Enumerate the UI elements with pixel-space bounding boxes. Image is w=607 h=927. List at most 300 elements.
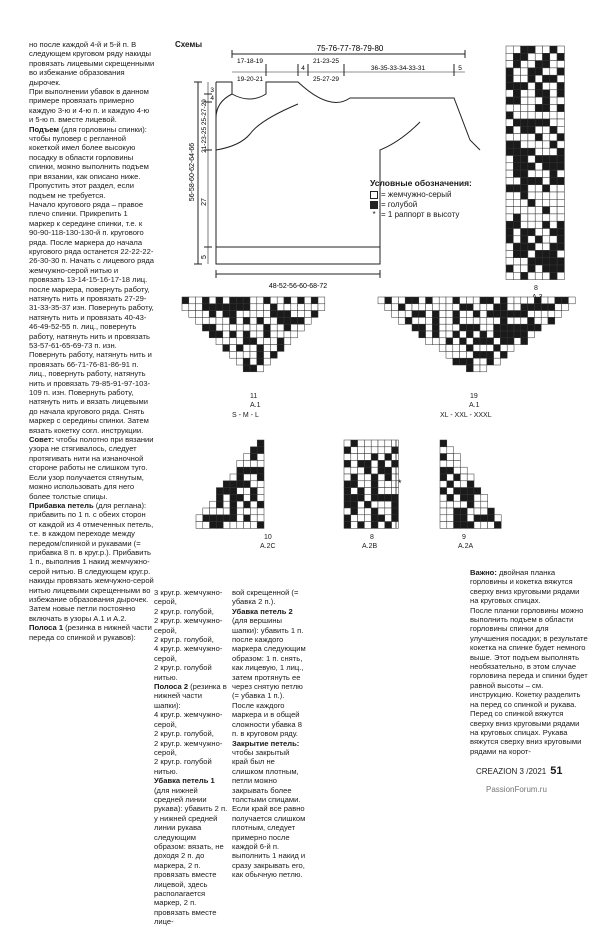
chart-cell — [257, 351, 264, 358]
paragraph — [29, 200, 155, 435]
chart-cell — [344, 515, 351, 522]
chart-cell — [364, 481, 371, 488]
chart-cell — [237, 501, 244, 508]
chart-cell — [487, 351, 494, 358]
chart-cell — [243, 331, 250, 338]
chart-cell — [454, 522, 461, 529]
chart-cell — [543, 83, 550, 90]
bottom-band-label: 5 — [201, 255, 208, 259]
chart-cell — [480, 338, 487, 345]
chart-cell — [521, 75, 528, 82]
chart-cell — [270, 351, 277, 358]
star-icon: * — [372, 210, 376, 219]
chart-cell — [557, 243, 564, 250]
chart-cell — [351, 508, 358, 515]
chart-a1-large-sizes: XL - XXL - XXXL — [440, 412, 492, 419]
chart-cell — [506, 170, 513, 177]
paragraph-heading: Убавка петель 2 — [232, 606, 293, 616]
chart-cell — [385, 304, 392, 311]
chart-cell — [521, 192, 528, 199]
chart-cell — [426, 331, 433, 338]
chart-cell — [534, 324, 541, 331]
chart-cell — [189, 311, 196, 318]
chart-cell — [528, 90, 535, 97]
chart-cell — [216, 522, 223, 529]
chart-cell — [257, 460, 264, 467]
chart-cell — [447, 467, 454, 474]
chart-cell — [481, 522, 488, 529]
chart-cell — [216, 331, 223, 338]
chart-cell — [230, 494, 237, 501]
chart-cell — [257, 474, 264, 481]
chart-cell — [250, 467, 257, 474]
chart-cell — [446, 297, 453, 304]
paragraph-text: (для вершины шапки): убавить 1 п. после каждого маркера следующим образом: 1 п. снять, как лицевую, 1 лиц., затем протянуть ее через снятую петлю (= убавка 1 п.). После каждого маркера и в общей сложности убавка 8 п. в круговом ряду. — [232, 616, 306, 739]
chart-cell — [557, 258, 564, 265]
chart-cell — [535, 119, 542, 126]
chart-cell — [344, 508, 351, 515]
chart-cell — [550, 148, 557, 155]
chart-cell — [439, 311, 446, 318]
chart-cell — [513, 163, 520, 170]
paragraph-text: 4 круг.р. жемчужно-серой, — [154, 710, 223, 729]
chart-cell — [543, 250, 550, 257]
chart-cell — [506, 53, 513, 60]
chart-cell — [535, 141, 542, 148]
chart-cell — [378, 297, 385, 304]
chart-cell — [216, 515, 223, 522]
chart-cell — [257, 522, 264, 529]
chart-cell — [270, 345, 277, 352]
chart-cell — [528, 272, 535, 279]
chart-cell — [230, 324, 237, 331]
chart-cell — [507, 338, 514, 345]
chart-cell — [405, 311, 412, 318]
chart-cell — [557, 214, 564, 221]
chart-cell — [364, 488, 371, 495]
chart-cell — [521, 250, 528, 257]
chart-cell — [535, 61, 542, 68]
chart-cell — [528, 141, 535, 148]
chart-cell — [344, 522, 351, 529]
chart-cell — [223, 345, 230, 352]
chart-cell — [378, 454, 385, 461]
chart-cell — [364, 501, 371, 508]
chart-cell — [209, 331, 216, 338]
chart-cell — [243, 311, 250, 318]
chart-cell — [521, 170, 528, 177]
chart-cell — [196, 515, 203, 522]
chart-cell — [311, 304, 318, 311]
chart-cell — [446, 324, 453, 331]
chart-cell — [371, 447, 378, 454]
chart-cell — [257, 481, 264, 488]
magazine-name: CREAZION 3 /2021 — [476, 767, 547, 776]
yoke-height-label: 21-23-25 25-27-29 — [201, 99, 208, 153]
chart-cell — [521, 141, 528, 148]
chart-cell — [460, 467, 467, 474]
chart-cell — [419, 311, 426, 318]
chart-cell — [550, 243, 557, 250]
chart-cell — [543, 258, 550, 265]
chart-cell — [543, 119, 550, 126]
chart-cell — [528, 112, 535, 119]
chart-cell — [291, 304, 298, 311]
chart-cell — [405, 317, 412, 324]
chart-cell — [466, 338, 473, 345]
chart-cell — [506, 192, 513, 199]
body-height-label: 56-58-60-62-64-66 — [189, 142, 196, 202]
chart-cell — [487, 297, 494, 304]
chart-cell — [351, 447, 358, 454]
chart-cell — [419, 317, 426, 324]
paragraph — [29, 87, 155, 125]
chart-cell — [358, 494, 365, 501]
chart-cell — [500, 331, 507, 338]
chart-cell — [454, 460, 461, 467]
chart-cell — [543, 185, 550, 192]
chart-cell — [236, 311, 243, 318]
paragraph-heading: Убавка петель 1 — [154, 776, 215, 786]
chart-cell — [555, 311, 562, 318]
chart-cell — [446, 304, 453, 311]
paragraph — [154, 729, 228, 738]
chart-cell — [209, 324, 216, 331]
chart-cell — [405, 297, 412, 304]
chart-cell — [447, 447, 454, 454]
chart-cell — [447, 501, 454, 508]
chart-cell — [237, 508, 244, 515]
chart-cell — [521, 265, 528, 272]
chart-cell — [284, 331, 291, 338]
chart-cell — [513, 185, 520, 192]
chart-cell — [534, 311, 541, 318]
chart-cell — [521, 112, 528, 119]
chart-cell — [521, 119, 528, 126]
chart-cell — [480, 351, 487, 358]
chart-cell — [557, 156, 564, 163]
chart-cell — [371, 515, 378, 522]
chart-cell — [557, 61, 564, 68]
chart-cell — [513, 104, 520, 111]
chart-cell — [555, 297, 562, 304]
chart-cell — [535, 250, 542, 257]
chart-cell — [189, 304, 196, 311]
chart-cell — [344, 460, 351, 467]
chart-cell — [257, 447, 264, 454]
chart-cell — [243, 304, 250, 311]
chart-cell — [236, 358, 243, 365]
chart-cell — [550, 214, 557, 221]
chart-cell — [230, 522, 237, 529]
chart-cell — [230, 501, 237, 508]
chart-cell — [432, 331, 439, 338]
chart-cell — [257, 317, 264, 324]
chart-cell — [426, 297, 433, 304]
chart-cell — [521, 177, 528, 184]
chart-cell — [548, 297, 555, 304]
chart-cell — [506, 46, 513, 53]
chart-cell — [257, 440, 264, 447]
chart-cell — [351, 467, 358, 474]
chart-cell — [535, 207, 542, 214]
chart-cell — [304, 297, 311, 304]
chart-cell — [550, 75, 557, 82]
chart-cell — [432, 311, 439, 318]
chart-cell — [264, 311, 271, 318]
chart-cell — [543, 68, 550, 75]
chart-cell — [250, 297, 257, 304]
chart-cell — [257, 508, 264, 515]
chart-cell — [385, 467, 392, 474]
chart-cell — [244, 474, 251, 481]
chart-cell — [298, 317, 305, 324]
chart-cell — [460, 338, 467, 345]
chart-cell — [557, 229, 564, 236]
chart-cell — [385, 440, 392, 447]
chart-cell — [521, 243, 528, 250]
chart-cell — [257, 297, 264, 304]
chart-cell — [291, 331, 298, 338]
seg3-top-label: 21-23-25 — [312, 58, 340, 65]
chart-cell — [543, 126, 550, 133]
chart-cell — [447, 522, 454, 529]
chart-cell — [513, 141, 520, 148]
chart-cell — [473, 338, 480, 345]
chart-cell — [460, 488, 467, 495]
chart-cell — [216, 508, 223, 515]
chart-cell — [506, 148, 513, 155]
chart-cell — [513, 134, 520, 141]
chart-cell — [474, 508, 481, 515]
body-inner-label: 27 — [201, 198, 208, 206]
chart-cell — [487, 358, 494, 365]
chart-cell — [378, 508, 385, 515]
chart-cell — [513, 75, 520, 82]
chart-cell — [250, 488, 257, 495]
chart-cell — [277, 345, 284, 352]
chart-a1-large-label: A.1 — [469, 402, 480, 409]
chart-cell — [521, 199, 528, 206]
chart-cell — [358, 481, 365, 488]
chart-cell — [528, 75, 535, 82]
chart-cell — [550, 207, 557, 214]
chart-cell — [250, 454, 257, 461]
chart-cell — [230, 515, 237, 522]
chart-cell — [535, 177, 542, 184]
chart-cell — [440, 508, 447, 515]
chart-cell — [555, 304, 562, 311]
chart-cell — [521, 207, 528, 214]
chart-cell — [521, 236, 528, 243]
chart-cell — [378, 522, 385, 529]
chart-cell — [447, 508, 454, 515]
chart-cell — [543, 61, 550, 68]
chart-cell — [528, 170, 535, 177]
chart-cell — [419, 304, 426, 311]
chart-cell — [535, 53, 542, 60]
paragraph — [470, 568, 588, 606]
chart-cell — [467, 481, 474, 488]
chart-cell — [344, 501, 351, 508]
chart-cell — [209, 317, 216, 324]
chart-cell — [528, 97, 535, 104]
chart-cell — [521, 156, 528, 163]
chart-cell — [216, 311, 223, 318]
chart-cell — [535, 97, 542, 104]
chart-cell — [557, 90, 564, 97]
chart-cell — [257, 515, 264, 522]
chart-a1-small-repeat: 11 — [250, 393, 258, 400]
chart-a2a — [440, 440, 501, 528]
paragraph — [154, 757, 228, 776]
chart-cell — [244, 501, 251, 508]
chart-cell — [543, 236, 550, 243]
chart-cell — [460, 494, 467, 501]
chart-cell — [528, 134, 535, 141]
chart-cell — [513, 126, 520, 133]
chart-cell — [506, 126, 513, 133]
chart-cell — [209, 304, 216, 311]
chart-cell — [541, 317, 548, 324]
chart-cell — [494, 311, 501, 318]
chart-cell — [507, 304, 514, 311]
chart-cell — [385, 481, 392, 488]
chart-cell — [196, 304, 203, 311]
chart-cell — [481, 494, 488, 501]
chart-cell — [223, 331, 230, 338]
chart-cell — [378, 488, 385, 495]
chart-cell — [244, 481, 251, 488]
chart-a1-large-repeat: 19 — [470, 393, 478, 400]
chart-cell — [507, 324, 514, 331]
chart-cell — [277, 338, 284, 345]
chart-cell — [344, 440, 351, 447]
paragraph-text: чтобы закрытый край был не слишком плотным, петли можно закрывать более толстыми спицами. Если край все равно получается слишком плотным, следует примерно после каждой 6-й п. выполнить 1 накид и сразу закрывать его, как обычную петлю. — [232, 747, 306, 880]
chart-cell — [385, 454, 392, 461]
chart-cell — [223, 297, 230, 304]
chart-cell — [257, 454, 264, 461]
chart-cell — [385, 501, 392, 508]
chart-a1-small — [182, 297, 325, 372]
chart-cell — [473, 304, 480, 311]
chart-cell — [460, 522, 467, 529]
chart-cell — [344, 474, 351, 481]
chart-cell — [439, 297, 446, 304]
chart-cell — [257, 331, 264, 338]
chart-cell — [466, 345, 473, 352]
paragraph — [232, 607, 306, 739]
chart-cell — [521, 68, 528, 75]
chart-cell — [351, 481, 358, 488]
chart-cell — [453, 338, 460, 345]
paragraph-text: 2 круг.р. голубой нитью. — [154, 757, 212, 776]
chart-cell — [535, 243, 542, 250]
chart-cell — [521, 104, 528, 111]
chart-cell — [543, 243, 550, 250]
bottom-width-label: 48-52-56-60-68-72 — [268, 283, 328, 290]
chart-cell — [521, 163, 528, 170]
chart-a2b-repeat: 8 — [370, 534, 374, 541]
chart-cell — [440, 447, 447, 454]
chart-cell — [557, 83, 564, 90]
chart-cell — [440, 440, 447, 447]
chart-cell — [550, 53, 557, 60]
chart-cell — [236, 324, 243, 331]
chart-cell — [481, 515, 488, 522]
paragraph-text: 2 круг.р. голубой, — [154, 729, 214, 739]
chart-cell — [466, 351, 473, 358]
chart-cell — [270, 297, 277, 304]
chart-cell — [398, 317, 405, 324]
chart-cell — [460, 317, 467, 324]
chart-cell — [467, 515, 474, 522]
legend-item: * = 1 раппорт в высоту — [370, 210, 490, 220]
chart-cell — [371, 488, 378, 495]
chart-cell — [440, 494, 447, 501]
chart-cell — [351, 454, 358, 461]
chart-cell — [454, 515, 461, 522]
chart-cell — [351, 488, 358, 495]
chart-cell — [284, 324, 291, 331]
chart-cell — [277, 331, 284, 338]
chart-cell — [543, 148, 550, 155]
chart-cell — [392, 304, 399, 311]
chart-cell — [550, 229, 557, 236]
chart-cell — [250, 515, 257, 522]
chart-cell — [557, 104, 564, 111]
chart-cell — [513, 221, 520, 228]
chart-cell — [473, 365, 480, 372]
chart-cell — [460, 351, 467, 358]
chart-cell — [535, 112, 542, 119]
chart-cell — [250, 311, 257, 318]
chart-a2a-repeat: 9 — [462, 534, 466, 541]
chart-cell — [460, 358, 467, 365]
chart-cell — [277, 317, 284, 324]
chart-cell — [216, 324, 223, 331]
chart-cell — [439, 331, 446, 338]
chart-cell — [528, 185, 535, 192]
chart-cell — [506, 97, 513, 104]
chart-cell — [358, 454, 365, 461]
chart-cell — [506, 61, 513, 68]
chart-cell — [277, 311, 284, 318]
chart-cell — [236, 304, 243, 311]
site-watermark: PassionForum.ru — [486, 785, 547, 794]
chart-cell — [412, 297, 419, 304]
chart-cell — [440, 501, 447, 508]
chart-cell — [223, 522, 230, 529]
chart-cell — [528, 53, 535, 60]
chart-cell — [481, 501, 488, 508]
chart-cell — [447, 488, 454, 495]
chart-cell — [426, 304, 433, 311]
chart-cell — [371, 460, 378, 467]
chart-cell — [513, 156, 520, 163]
chart-cell — [535, 83, 542, 90]
chart-cell — [426, 311, 433, 318]
chart-cell — [543, 156, 550, 163]
chart-cell — [513, 214, 520, 221]
chart-cell — [344, 467, 351, 474]
chart-cell — [182, 304, 189, 311]
chart-cell — [202, 311, 209, 318]
chart-cell — [264, 304, 271, 311]
chart-cell — [500, 311, 507, 318]
chart-cell — [521, 126, 528, 133]
chart-cell — [488, 522, 495, 529]
